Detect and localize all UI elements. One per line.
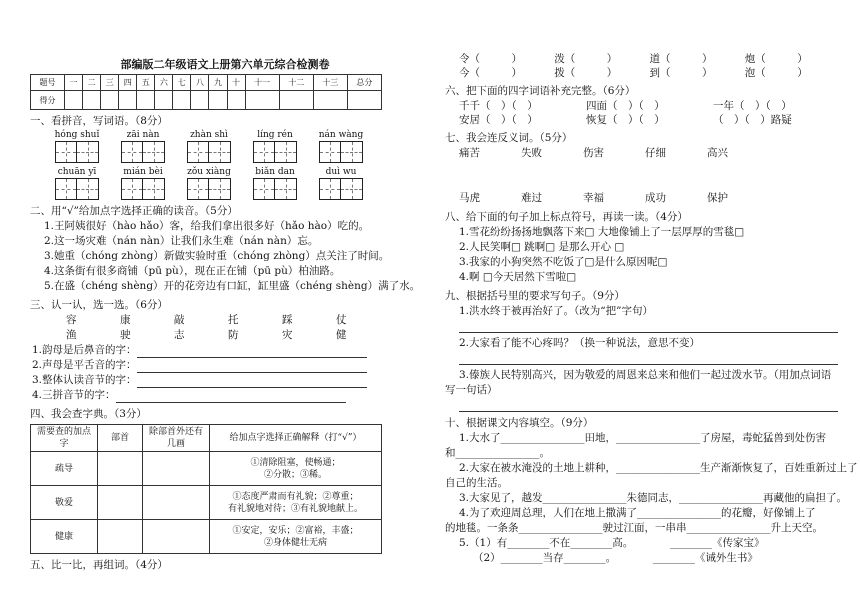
writing-box[interactable] <box>341 141 363 163</box>
pinyin-label: biǎn dan <box>255 167 295 177</box>
s10-l5a: 5.（1）有________不在________高。 ________《传家宝》 <box>459 537 765 549</box>
dict-meaning-1[interactable] <box>210 452 382 486</box>
score-header-cell: 四 <box>119 75 137 91</box>
section-8-lines <box>445 225 840 285</box>
dict-strokes-3[interactable] <box>143 520 210 554</box>
dict-option: 有礼貌地对待；③有礼貌地献上。 <box>227 503 363 514</box>
punctuation-question: 2.人民笑啊□ 跳啊□ 是那么开心 □ <box>459 241 625 253</box>
char-option: 容 <box>66 314 77 326</box>
pinyin-label: chuān yī <box>57 167 97 177</box>
pronunciation-question: 4.这条街有很多商铺（pū pù），现在正在铺（pū pù）柏油路。 <box>44 265 341 277</box>
antonym-row-2 <box>445 191 840 206</box>
s10-l1b: 和________________。 <box>445 447 550 459</box>
score-header-cell: 六 <box>155 75 173 91</box>
score-header-cell: 总分 <box>347 75 381 91</box>
writing-box[interactable] <box>209 178 231 200</box>
answer-line[interactable] <box>137 362 367 373</box>
writing-box[interactable] <box>319 178 341 200</box>
section-2-lines <box>30 219 420 294</box>
score-cell[interactable] <box>227 91 245 110</box>
dict-header-strokes: 除部首外还有几画 <box>143 425 210 452</box>
score-cell[interactable] <box>279 91 313 110</box>
punctuation-question: 3.我家的小狗突然不吃饭了□是什么原因呢□ <box>459 256 668 268</box>
dict-word-1: 疏导 <box>31 452 98 486</box>
question-label: 3.整体认读音节的字： <box>32 374 137 386</box>
writing-box[interactable] <box>341 178 363 200</box>
antonym-row-1 <box>445 146 840 161</box>
char-option: 康 <box>120 314 131 326</box>
answer-line[interactable] <box>116 392 346 403</box>
writing-box-pair <box>242 178 308 200</box>
writing-grid-row-2 <box>44 178 420 200</box>
s9-q3a: 3.傣族人民特别高兴，因为敬爱的周恩来总来和他们一起过泼水节。（用加点词语 <box>459 369 832 381</box>
dict-strokes-1[interactable] <box>143 452 210 486</box>
dict-strokes-2[interactable] <box>143 486 210 520</box>
score-table <box>30 74 382 110</box>
pinyin-label: líng rén <box>257 130 293 140</box>
score-header-cell: 七 <box>173 75 191 91</box>
answer-line[interactable] <box>137 377 367 388</box>
writing-box-pair <box>176 178 242 200</box>
score-header-cell: 三 <box>101 75 119 91</box>
fill-item: （ ）（ ）路疑 <box>713 114 792 126</box>
score-cell[interactable] <box>137 91 155 110</box>
idiom-row-2 <box>445 113 840 127</box>
pinyin-row-1 <box>44 129 420 141</box>
dict-header-meaning: 给加点字选择正确解释（打“√”） <box>210 425 382 452</box>
score-header-cell: 十一 <box>245 75 279 91</box>
antonym-word[interactable]: 马虎 <box>459 192 480 204</box>
score-cell[interactable] <box>313 91 347 110</box>
s9-q3b: 写一句话） <box>445 384 498 396</box>
pinyin-label: mián bèi <box>123 167 163 177</box>
pinyin-label: hóng shuǐ <box>54 130 100 140</box>
s10-l2b: 自己的生活。 <box>445 477 508 489</box>
writing-box[interactable] <box>77 141 99 163</box>
score-cell[interactable] <box>155 91 173 110</box>
char-option: 托 <box>228 314 239 326</box>
writing-box[interactable] <box>187 178 209 200</box>
antonym-word[interactable]: 失败 <box>521 147 542 159</box>
pronunciation-question: 1.王阿姨很好（hào hǎo）客，给我们拿出很多好（hǎo hào）吃的。 <box>44 220 370 232</box>
dict-option: ①态度严肃而有礼貌；②尊重； <box>232 491 359 502</box>
fill-item: 泡（ ） <box>744 67 808 79</box>
score-header-cell: 十三 <box>313 75 347 91</box>
dict-header-word: 需要查的加点字 <box>31 425 98 452</box>
score-row-label: 得分 <box>31 91 65 110</box>
idiom-row-1 <box>445 99 840 113</box>
pinyin-label: zǒu xiàng <box>187 167 231 177</box>
char-option: 驶 <box>120 329 131 341</box>
char-option: 灾 <box>282 329 293 341</box>
score-header-cell: 十二 <box>279 75 313 91</box>
section-6-heading: 六、把下面的四字词语补充完整。（6分） <box>445 85 636 97</box>
char-option: 敲 <box>174 314 185 326</box>
writing-box[interactable] <box>55 141 77 163</box>
pinyin-label: duì wu <box>325 167 357 177</box>
fill-item: 恢复（ ）（ ） <box>586 114 665 126</box>
dict-meaning-2[interactable] <box>210 486 382 520</box>
writing-box-pair <box>176 141 242 163</box>
question-label: 2.声母是平舌音的字： <box>32 359 137 371</box>
pronunciation-question: 3.她重（chóng zhòng）新做实验时重（chóng zhòng）点关注了时间。 <box>44 250 390 262</box>
writing-box-pair <box>308 141 374 163</box>
s9-q1: 1.洪水终于被再治好了。（改为“把”字句） <box>459 305 654 317</box>
s10-l5b: （2）________当存________。 ________《诫外生书》 <box>473 552 758 564</box>
writing-box[interactable] <box>319 141 341 163</box>
pronunciation-question: 2.这一场灾难（nán nàn）让我们永生难（nán nàn）忘。 <box>44 235 319 247</box>
fill-item: 千千（ ）（ ） <box>459 100 538 112</box>
char-option: 仗 <box>336 314 347 326</box>
char-question <box>30 358 420 373</box>
writing-box[interactable] <box>143 178 165 200</box>
score-header-cell: 一 <box>65 75 83 91</box>
writing-box-pair <box>44 141 110 163</box>
writing-box-pair <box>242 141 308 163</box>
char-question <box>30 388 420 403</box>
pinyin-label: zāi nàn <box>126 130 160 140</box>
answer-line[interactable] <box>459 351 838 365</box>
writing-box[interactable] <box>253 141 275 163</box>
section-1-heading: 一、看拼音，写词语。（8分） <box>30 115 168 127</box>
dict-header-radical: 部首 <box>98 425 143 452</box>
fill-item: 到（ ） <box>649 67 713 79</box>
section-5-heading: 五、比一比，再组词。（4分） <box>30 559 168 571</box>
score-header-cell: 八 <box>191 75 209 91</box>
fill-item: 四面（ ）（ ） <box>586 100 665 112</box>
score-header-cell: 九 <box>209 75 227 91</box>
punctuation-question: 1.雪花纷纷扬扬地飘落下来□ 大地像铺上了一层厚厚的雪毯□ <box>459 226 745 238</box>
fill-item: 今（ ） <box>459 67 522 79</box>
left-column <box>30 0 420 573</box>
compare-row-1 <box>445 52 840 66</box>
fill-item: 安居（ ）（ ） <box>459 114 538 126</box>
char-option: 志 <box>174 329 185 341</box>
pronunciation-question: 5.在盛（chéng shèng）开的花旁边有口缸，缸里盛（chéng shèng）满了水。 <box>44 280 421 292</box>
compare-row-2 <box>445 66 840 80</box>
score-cell[interactable] <box>347 91 381 110</box>
writing-box[interactable] <box>77 178 99 200</box>
score-cell[interactable] <box>83 91 101 110</box>
antonym-word[interactable]: 痛苦 <box>459 147 480 159</box>
section-4-heading: 四、我会查字典。（3分） <box>30 408 147 420</box>
char-question <box>30 343 420 358</box>
writing-box-pair <box>308 178 374 200</box>
char-option: 渔 <box>66 329 77 341</box>
question-label: 4.三拼音节的字： <box>32 389 116 401</box>
s10-l4a: 4.为了欢迎周总理，人们在地上撒满了________________的花瓣，好像铺上了 <box>459 507 816 519</box>
page-title: 部编版二年级语文上册第六单元综合检测卷 <box>120 58 330 71</box>
dict-radical-1[interactable] <box>98 452 143 486</box>
s10-l1a: 1.大水了________________田地，________________了房屋，毒蛇猛兽到处伤害 <box>459 432 827 444</box>
dictionary-table <box>30 424 382 554</box>
dict-word-3: 健康 <box>31 520 98 554</box>
section-2-heading: 二、用“√”给加点字选择正确的读音。（5分） <box>30 205 238 217</box>
s10-l2a: 2.大家在被水淹没的土地上耕种，________________生产渐渐恢复了，百姓重新过上了 <box>459 462 858 474</box>
section-3-heading: 三、认一认，选一选。（6分） <box>30 299 168 311</box>
s10-l4b: 的地毯。一条条________________驶过江面，一串串________________升上天空。 <box>445 522 823 534</box>
score-header-cell: 五 <box>137 75 155 91</box>
dict-meaning-3[interactable] <box>210 520 382 554</box>
writing-box-pair <box>110 141 176 163</box>
fill-item: 拨（ ） <box>554 67 618 79</box>
s9-q2: 2.大家看了能不心疼吗？（换一种说法，意思不变） <box>459 337 701 349</box>
writing-box[interactable] <box>121 141 143 163</box>
score-cell[interactable] <box>191 91 209 110</box>
char-row-2 <box>30 328 420 343</box>
dict-word-2: 敬爱 <box>31 486 98 520</box>
score-cell[interactable] <box>173 91 191 110</box>
antonym-word[interactable]: 幸福 <box>583 192 604 204</box>
char-option: 防 <box>228 329 239 341</box>
antonym-word[interactable]: 成功 <box>645 192 666 204</box>
writing-box[interactable] <box>143 141 165 163</box>
writing-box[interactable] <box>55 178 77 200</box>
writing-box-pair <box>44 178 110 200</box>
score-header-cell: 十 <box>227 75 245 91</box>
fill-item: 道（ ） <box>649 53 713 65</box>
dict-option: ①安定，安乐；②富裕，丰盛； <box>232 525 359 536</box>
char-option: 踩 <box>282 314 293 326</box>
score-cell[interactable] <box>209 91 227 110</box>
answer-line[interactable] <box>459 319 838 333</box>
section-7-heading: 七、我会连反义词。（5分） <box>445 132 573 144</box>
pinyin-row-2 <box>44 166 420 178</box>
antonym-word[interactable]: 高兴 <box>707 147 728 159</box>
writing-box-pair <box>110 178 176 200</box>
question-label: 1.韵母是后鼻音的字： <box>32 344 137 356</box>
dict-option: ②身体健壮无病 <box>263 537 327 548</box>
punctuation-question: 4.啊 □今天居然下雪啦□ <box>459 271 577 283</box>
answer-line[interactable] <box>459 398 838 412</box>
section-10-heading: 十、根据课文内容填空。（9分） <box>445 417 594 429</box>
dict-radical-2[interactable] <box>98 486 143 520</box>
s10-l3: 3.大家见了，越发________________朱德同志，________________再藏他的扁担了。 <box>459 492 848 504</box>
score-header-cell: 题号 <box>31 75 65 91</box>
pinyin-label: zhàn shì <box>190 130 228 140</box>
fill-item: 泼（ ） <box>554 53 618 65</box>
section-3-questions <box>30 343 420 403</box>
score-cell[interactable] <box>245 91 279 110</box>
antonym-word[interactable]: 保护 <box>707 192 728 204</box>
score-cell[interactable] <box>65 91 83 110</box>
writing-box[interactable] <box>209 141 231 163</box>
antonym-word[interactable]: 仔细 <box>645 147 666 159</box>
writing-box[interactable] <box>275 178 297 200</box>
antonym-word[interactable]: 伤害 <box>583 147 604 159</box>
writing-box[interactable] <box>121 178 143 200</box>
antonym-word[interactable]: 难过 <box>521 192 542 204</box>
writing-grid-row-1 <box>44 141 420 163</box>
char-row-1 <box>30 313 420 328</box>
char-option: 健 <box>336 329 347 341</box>
section-8-heading: 八、给下面的句子加上标点符号，再读一读。（4分） <box>445 211 688 223</box>
writing-box[interactable] <box>187 141 209 163</box>
writing-box[interactable] <box>253 178 275 200</box>
fill-item: 一年（ ）（ ） <box>713 100 792 112</box>
answer-line[interactable] <box>137 347 367 358</box>
dict-option: ①清除阻塞，使畅通； <box>250 457 341 468</box>
writing-box[interactable] <box>275 141 297 163</box>
fill-item: 令（ ） <box>459 53 522 65</box>
pinyin-label: nán wàng <box>318 130 364 140</box>
section-9-heading: 九、根据括号里的要求写句子。（9分） <box>445 290 625 302</box>
char-question <box>30 373 420 388</box>
dict-radical-3[interactable] <box>98 520 143 554</box>
score-header-cell: 二 <box>83 75 101 91</box>
score-cell[interactable] <box>119 91 137 110</box>
fill-item: 炮（ ） <box>744 53 808 65</box>
dict-option: ②分散；③稀。 <box>263 469 327 480</box>
right-column <box>445 0 858 566</box>
score-cell[interactable] <box>101 91 119 110</box>
